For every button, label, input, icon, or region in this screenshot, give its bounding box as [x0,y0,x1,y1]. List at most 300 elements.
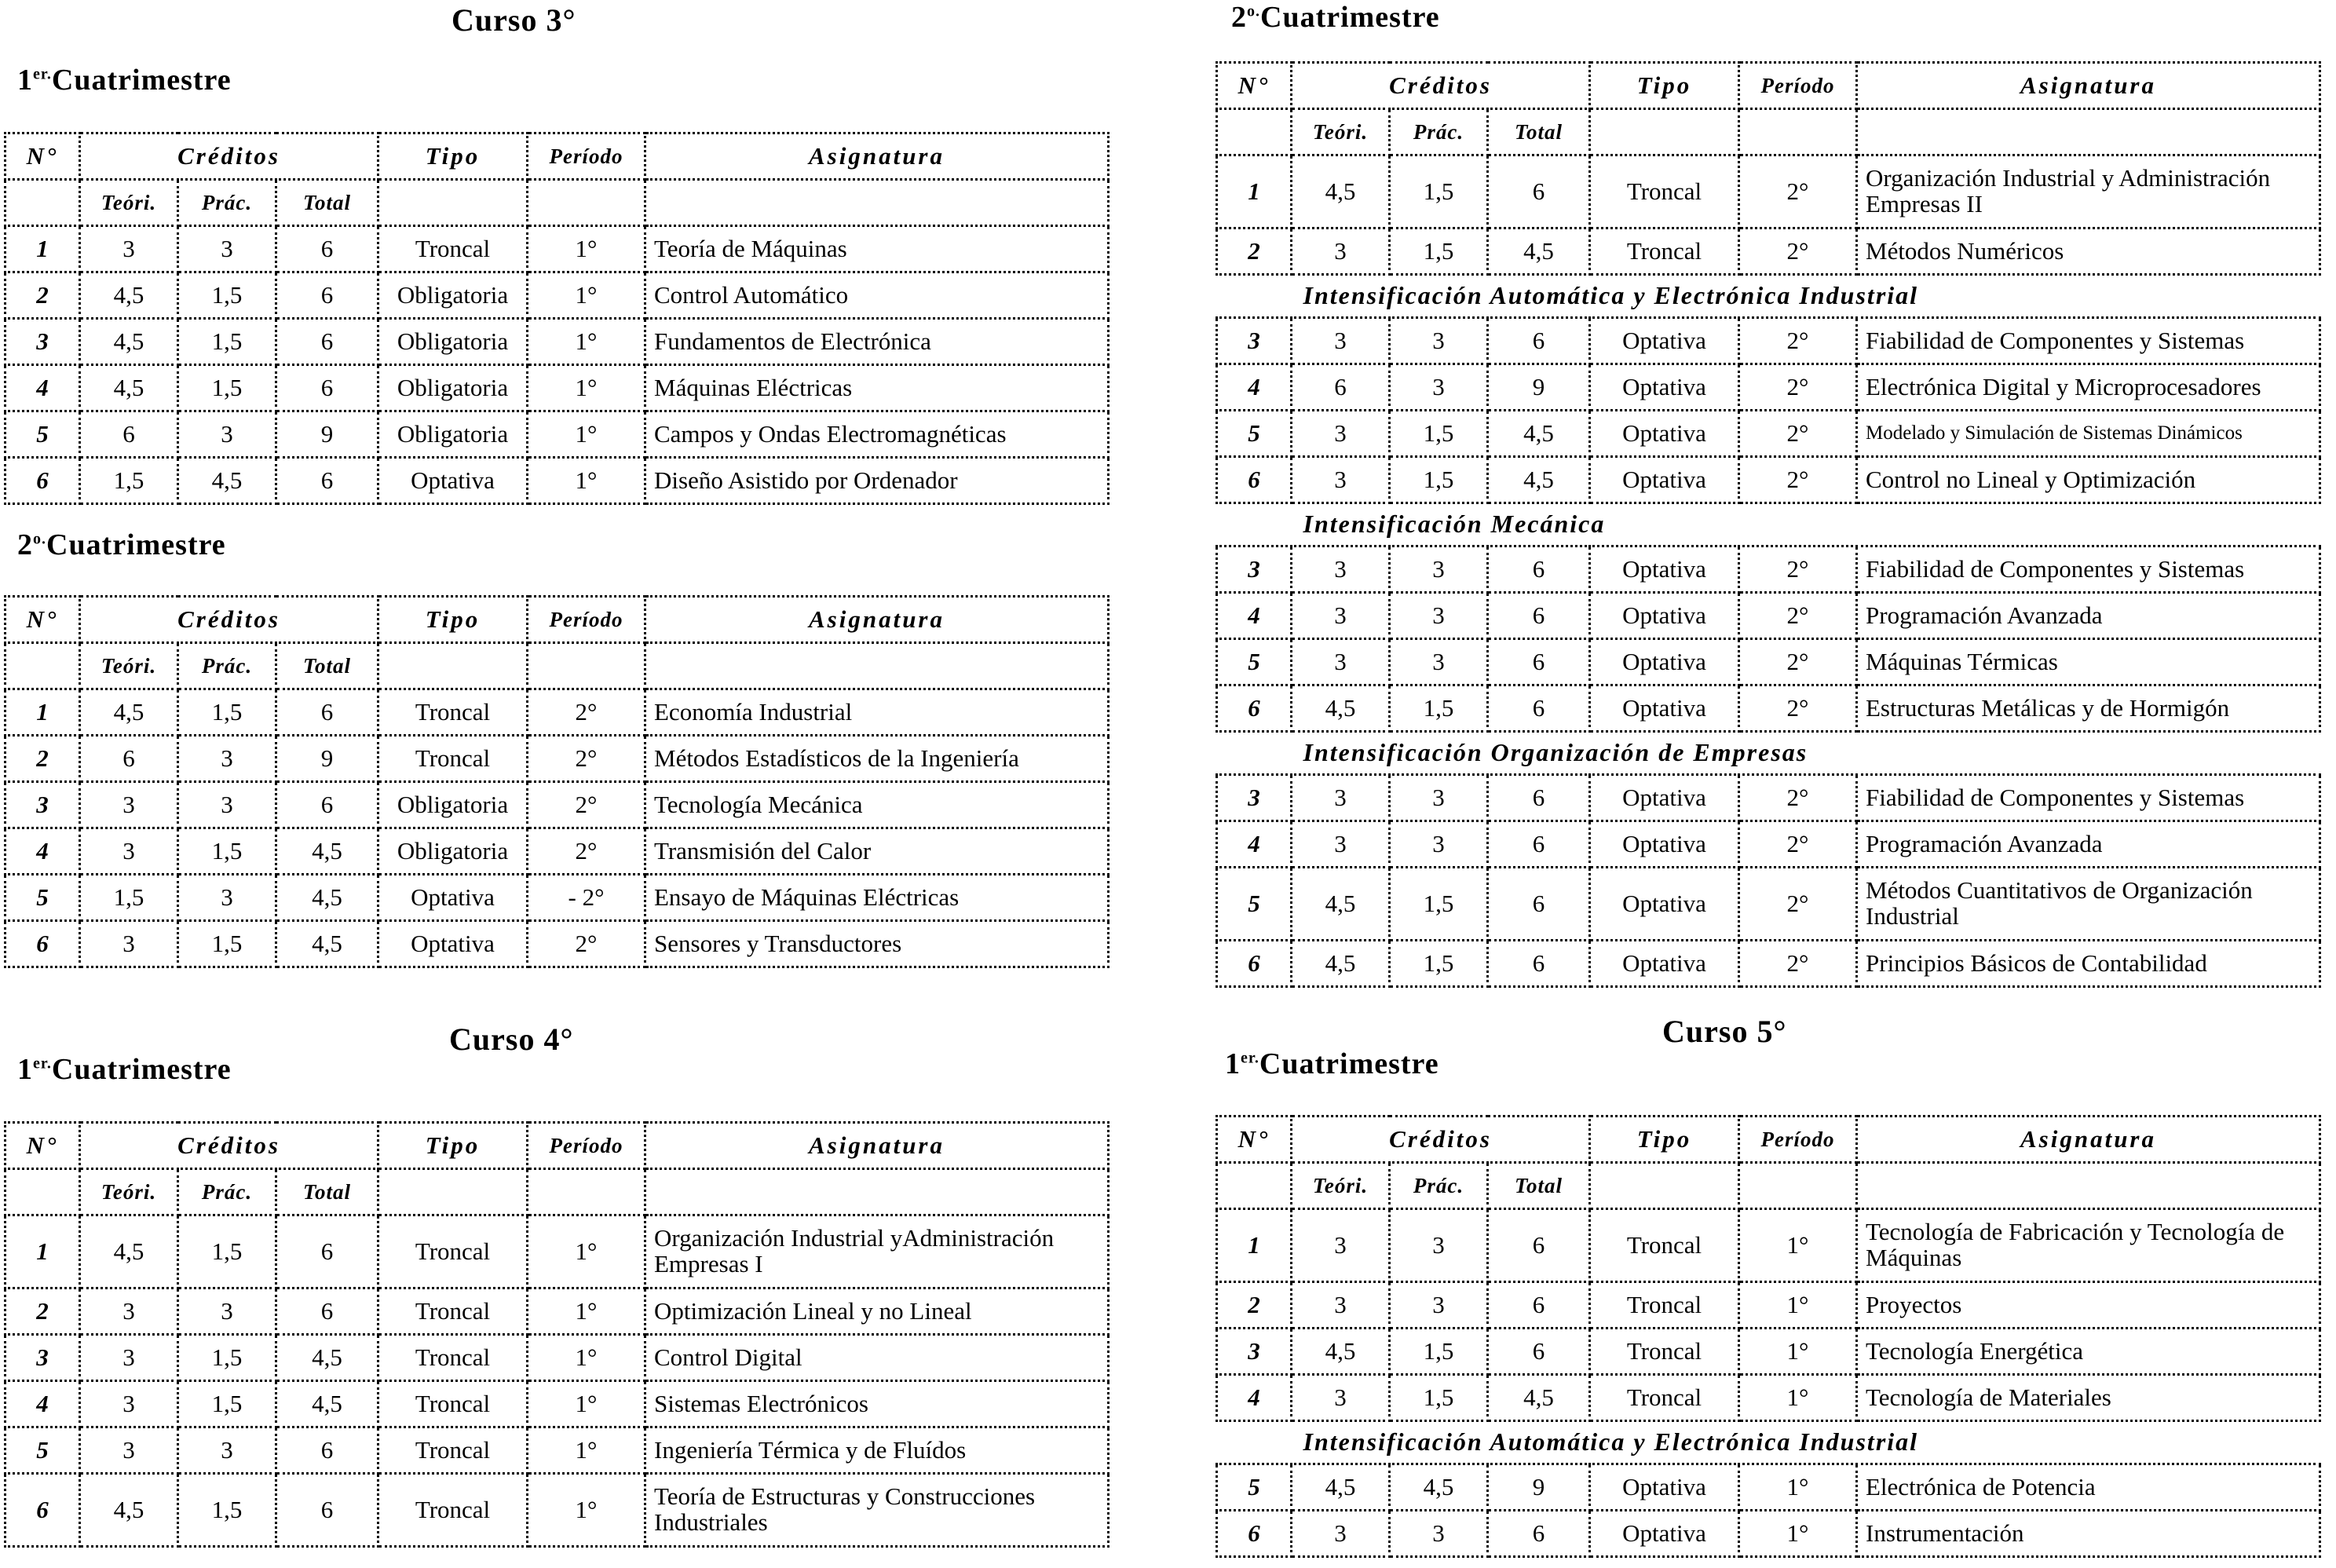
row-number: 6 [1217,1511,1292,1557]
credit-theory: 4,5 [1292,941,1390,987]
subject-period: 1° [1739,1375,1857,1421]
credit-practice: 1,5 [1390,1375,1488,1421]
credit-practice: 1,5 [178,1474,276,1547]
table-row [5,411,1109,458]
subheader-empty [378,1169,528,1215]
credit-total: 4,5 [1488,1375,1590,1421]
subject-period: 1° [528,319,645,365]
row-number: 3 [5,1335,80,1381]
subject-name: Principios Básicos de Contabilidad [1857,941,2320,987]
row-number: 2 [5,1288,80,1335]
subject-type: Troncal [1590,228,1739,275]
table-row [5,458,1109,504]
credit-total: 6 [1488,639,1590,685]
subheader-empty [1739,109,1857,155]
subject-name: Control Automático [645,272,1109,319]
subject-type: Obligatoria [378,365,528,411]
table-row [5,875,1109,921]
subject-type: Optativa [1590,593,1739,639]
credit-practice: 3 [178,736,276,782]
table-row [1217,546,2320,593]
table-row [5,1381,1109,1427]
table-row [1217,1282,2320,1329]
header-asignatura: Asignatura [1857,1117,2320,1163]
subheader-empty [645,1169,1109,1215]
subheader-empty [1857,1163,2320,1209]
header-number: N° [1217,63,1292,109]
credit-theory: 4,5 [1292,685,1390,732]
table-row [5,736,1109,782]
subject-name: Modelado y Simulación de Sistemas Dinámicos [1857,411,2320,457]
subject-type: Troncal [1590,1375,1739,1421]
intensification-title: Intensificación Automática y Electrónica Industrial [1217,275,2320,318]
credit-theory: 4,5 [80,1474,178,1547]
subject-type: Troncal [378,1427,528,1474]
row-number: 1 [5,689,80,736]
intensification-title: Intensificación Organización de Empresas [1217,732,2320,775]
subheader-empty [378,180,528,226]
credit-practice: 3 [1390,546,1488,593]
subject-type: Optativa [1590,941,1739,987]
row-number: 5 [1217,1464,1292,1511]
credit-theory: 4,5 [80,272,178,319]
curso4-sem2-table [1216,61,2321,988]
subheader-row [5,180,1109,226]
subject-period: 2° [1739,155,1857,228]
table-row [1217,411,2320,457]
header-asignatura: Asignatura [645,1123,1109,1169]
header-asignatura: Asignatura [645,133,1109,180]
credit-practice: 1,5 [1390,411,1488,457]
credit-total: 9 [1488,364,1590,411]
credit-practice: 3 [1390,775,1488,821]
subject-type: Obligatoria [378,319,528,365]
subject-period: 2° [1739,593,1857,639]
subheader-empty [528,180,645,226]
header-prac: Prác. [1390,1163,1488,1209]
subject-period: 1° [528,1427,645,1474]
header-prac: Prác. [178,1169,276,1215]
row-number: 4 [5,828,80,875]
subject-name: Programación Avanzada [1857,821,2320,868]
credit-total: 4,5 [1488,457,1590,503]
credit-theory: 1,5 [80,458,178,504]
credit-total: 6 [276,319,378,365]
credit-practice: 3 [1390,1511,1488,1557]
subject-name: Programación Avanzada [1857,593,2320,639]
credit-total: 4,5 [276,1381,378,1427]
row-number: 1 [5,226,80,272]
header-tipo: Tipo [378,597,528,643]
subject-type: Optativa [1590,639,1739,685]
subject-period: 2° [1739,364,1857,411]
credit-theory: 4,5 [1292,1329,1390,1375]
header-row [5,597,1109,643]
subject-type: Optativa [1590,868,1739,941]
curso3-sem2-table [4,595,1110,968]
credit-total: 4,5 [276,875,378,921]
credit-total: 4,5 [1488,411,1590,457]
subheader-empty [528,643,645,689]
subject-period: 1° [1739,1282,1857,1329]
row-number: 6 [5,458,80,504]
header-tipo: Tipo [378,133,528,180]
subject-type: Troncal [1590,1282,1739,1329]
credit-total: 6 [1488,941,1590,987]
header-tipo: Tipo [378,1123,528,1169]
subject-name: Estructuras Metálicas y de Hormigón [1857,685,2320,732]
credit-theory: 3 [80,1288,178,1335]
credit-total: 4,5 [276,921,378,967]
credit-practice: 3 [1390,593,1488,639]
row-number: 2 [1217,228,1292,275]
credit-theory: 3 [80,1427,178,1474]
subject-type: Troncal [378,1335,528,1381]
header-row [1217,63,2320,109]
curso3-sem1-title: $1^{er.}Cuatrimestre$ [17,64,232,97]
subject-type: Troncal [378,1288,528,1335]
credit-practice: 1,5 [178,365,276,411]
subject-type: Obligatoria [378,272,528,319]
row-number: 4 [1217,1375,1292,1421]
subject-period: - 2° [528,875,645,921]
row-number: 4 [1217,593,1292,639]
subject-period: 1° [528,1381,645,1427]
credit-practice: 1,5 [178,319,276,365]
curso3-sem2-title: $2^{o.}Cuatrimestre$ [17,528,226,561]
subheader-empty [1217,109,1292,155]
table-row [1217,775,2320,821]
header-teori: Teóri. [80,643,178,689]
curso4-sem1-table [4,1121,1110,1548]
credit-theory: 3 [80,921,178,967]
row-number: 1 [1217,1209,1292,1282]
credit-theory: 3 [1292,318,1390,364]
table-row [1217,364,2320,411]
credit-total: 4,5 [276,1335,378,1381]
table-row [1217,941,2320,987]
subject-name: Tecnología de Materiales [1857,1375,2320,1421]
credit-total: 4,5 [276,828,378,875]
subject-type: Troncal [1590,1209,1739,1282]
credit-practice: 3 [1390,364,1488,411]
header-row [5,133,1109,180]
subject-type: Troncal [1590,1329,1739,1375]
subject-type: Optativa [1590,775,1739,821]
subheader-empty [5,643,80,689]
subject-name: Ensayo de Máquinas Eléctricas [645,875,1109,921]
subheader-empty [5,1169,80,1215]
table-row [5,272,1109,319]
header-row [1217,1117,2320,1163]
credit-theory: 3 [1292,457,1390,503]
row-number: 6 [5,921,80,967]
subject-type: Optativa [378,875,528,921]
table-row [1217,593,2320,639]
credit-theory: 4,5 [80,365,178,411]
header-number: N° [1217,1117,1292,1163]
credit-total: 6 [276,689,378,736]
row-number: 3 [1217,775,1292,821]
table-row [5,828,1109,875]
subject-period: 1° [528,458,645,504]
row-number: 6 [5,1474,80,1547]
credit-practice: 1,5 [178,1381,276,1427]
subject-period: 1° [1739,1464,1857,1511]
row-number: 1 [5,1215,80,1288]
row-number: 4 [1217,364,1292,411]
subject-type: Obligatoria [378,411,528,458]
credit-practice: 1,5 [1390,155,1488,228]
credit-practice: 1,5 [1390,457,1488,503]
credit-practice: 3 [178,226,276,272]
subject-name: Tecnología Mecánica [645,782,1109,828]
subject-name: Métodos Estadísticos de la Ingeniería [645,736,1109,782]
subject-name: Fiabilidad de Componentes y Sistemas [1857,546,2320,593]
credit-theory: 1,5 [80,875,178,921]
subject-period: 1° [528,1288,645,1335]
curso4-sem1-block [4,1121,1110,1548]
subheader-empty [645,180,1109,226]
credit-theory: 6 [80,411,178,458]
header-creditos: Créditos [1292,63,1590,109]
table-row [1217,318,2320,364]
table-row [1217,1464,2320,1511]
header-teori: Teóri. [1292,109,1390,155]
credit-theory: 3 [80,1381,178,1427]
credit-theory: 4,5 [1292,155,1390,228]
subheader-empty [1217,1163,1292,1209]
subject-name: Organización Industrial yAdministración Empresas I [645,1215,1109,1288]
subject-period: 2° [528,921,645,967]
header-periodo: Período [528,1123,645,1169]
table-row [1217,1329,2320,1375]
credit-theory: 3 [1292,546,1390,593]
header-creditos: Créditos [80,1123,378,1169]
subject-name: Tecnología de Fabricación y Tecnología de Máquinas [1857,1209,2320,1282]
row-number: 5 [1217,868,1292,941]
credit-theory: 3 [1292,1511,1390,1557]
subject-period: 2° [1739,639,1857,685]
subject-type: Optativa [378,921,528,967]
header-prac: Prác. [1390,109,1488,155]
header-teori: Teóri. [80,180,178,226]
credit-total: 6 [1488,546,1590,593]
table-row [1217,155,2320,228]
credit-theory: 4,5 [1292,1464,1390,1511]
subject-period: 2° [1739,941,1857,987]
subheader-row [5,1169,1109,1215]
header-total: Total [276,180,378,226]
subject-type: Optativa [1590,457,1739,503]
subject-name: Fiabilidad de Componentes y Sistemas [1857,318,2320,364]
table-row [1217,1511,2320,1557]
table-row [5,1288,1109,1335]
credit-total: 6 [276,1474,378,1547]
subject-type: Optativa [1590,821,1739,868]
credit-practice: 3 [1390,1282,1488,1329]
subject-type: Optativa [1590,685,1739,732]
credit-practice: 1,5 [178,1335,276,1381]
credit-total: 6 [276,1427,378,1474]
table-row [5,1474,1109,1547]
header-number: N° [5,1123,80,1169]
credit-total: 6 [1488,1511,1590,1557]
credit-practice: 1,5 [1390,685,1488,732]
credit-practice: 3 [1390,639,1488,685]
subject-type: Obligatoria [378,828,528,875]
row-number: 2 [1217,1282,1292,1329]
subject-type: Optativa [1590,546,1739,593]
subject-period: 2° [528,782,645,828]
header-total: Total [1488,1163,1590,1209]
subject-name: Optimización Lineal y no Lineal [645,1288,1109,1335]
row-number: 3 [5,319,80,365]
credit-practice: 1,5 [178,1215,276,1288]
subject-name: Control Digital [645,1335,1109,1381]
credit-total: 6 [1488,1209,1590,1282]
header-teori: Teóri. [1292,1163,1390,1209]
subject-period: 2° [1739,821,1857,868]
credit-theory: 3 [80,828,178,875]
row-number: 1 [1217,155,1292,228]
row-number: 6 [1217,457,1292,503]
subject-type: Troncal [1590,155,1739,228]
credit-theory: 4,5 [80,319,178,365]
subject-period: 2° [1739,868,1857,941]
subject-period: 2° [528,828,645,875]
subject-name: Métodos Numéricos [1857,228,2320,275]
subject-type: Troncal [378,1215,528,1288]
row-number: 4 [5,365,80,411]
subject-period: 1° [528,1335,645,1381]
subject-name: Proyectos [1857,1282,2320,1329]
credit-theory: 3 [1292,821,1390,868]
subheader-empty [645,643,1109,689]
subject-name: Máquinas Térmicas [1857,639,2320,685]
credit-total: 6 [1488,1329,1590,1375]
credit-total: 6 [1488,1282,1590,1329]
credit-total: 6 [1488,821,1590,868]
credit-theory: 3 [1292,228,1390,275]
subject-type: Optativa [1590,364,1739,411]
subject-period: 2° [1739,411,1857,457]
subject-name: Sistemas Electrónicos [645,1381,1109,1427]
subject-period: 1° [528,365,645,411]
subject-period: 1° [528,1215,645,1288]
subject-name: Fundamentos de Electrónica [645,319,1109,365]
credit-practice: 4,5 [1390,1464,1488,1511]
credit-theory: 3 [1292,775,1390,821]
header-tipo: Tipo [1590,1117,1739,1163]
credit-practice: 3 [1390,1209,1488,1282]
row-number: 3 [1217,546,1292,593]
subheader-empty [1739,1163,1857,1209]
subject-type: Troncal [378,226,528,272]
subject-period: 1° [528,1474,645,1547]
credit-total: 9 [276,411,378,458]
subject-period: 2° [1739,546,1857,593]
header-creditos: Créditos [80,597,378,643]
subject-type: Troncal [378,689,528,736]
subject-period: 1° [528,226,645,272]
subject-name: Métodos Cuantitativos de Organización Industrial [1857,868,2320,941]
credit-total: 6 [276,458,378,504]
subject-name: Teoría de Estructuras y Construcciones Industriales [645,1474,1109,1547]
curso5-sem1-table [1216,1115,2321,1558]
subheader-row [1217,1163,2320,1209]
header-teori: Teóri. [80,1169,178,1215]
header-row [5,1123,1109,1169]
curso5-title: Curso 5° [1662,1014,1787,1049]
row-number: 5 [5,1427,80,1474]
subject-type: Troncal [378,1381,528,1427]
credit-practice: 4,5 [178,458,276,504]
subheader-empty [528,1169,645,1215]
intensification-title: Intensificación Automática y Electrónica Industrial [1217,1421,2320,1464]
table-row [5,1427,1109,1474]
curso4-sem1-title: $1^{er.}Cuatrimestre$ [17,1053,232,1086]
header-asignatura: Asignatura [1857,63,2320,109]
subject-name: Electrónica Digital y Microprocesadores [1857,364,2320,411]
table-row [1217,457,2320,503]
table-row [5,1335,1109,1381]
table-row [5,226,1109,272]
header-periodo: Período [528,133,645,180]
subject-name: Control no Lineal y Optimización [1857,457,2320,503]
credit-total: 9 [276,736,378,782]
credit-theory: 3 [1292,639,1390,685]
table-row [1217,868,2320,941]
subject-type: Optativa [378,458,528,504]
curso5-sem1-block [1216,1115,2321,1558]
credit-practice: 1,5 [178,689,276,736]
credit-practice: 3 [178,782,276,828]
header-periodo: Período [528,597,645,643]
credit-practice: 1,5 [178,921,276,967]
subject-type: Obligatoria [378,782,528,828]
header-creditos: Créditos [1292,1117,1590,1163]
credit-theory: 3 [80,226,178,272]
row-number: 2 [5,272,80,319]
subject-period: 2° [1739,775,1857,821]
curso3-sem2-block [4,595,1110,968]
credit-practice: 1,5 [178,272,276,319]
credit-total: 9 [1488,1464,1590,1511]
row-number: 3 [1217,318,1292,364]
subject-period: 2° [1739,228,1857,275]
subheader-row [5,643,1109,689]
subject-name: Máquinas Eléctricas [645,365,1109,411]
header-number: N° [5,133,80,180]
credit-total: 6 [276,226,378,272]
curso3-title: Curso 3° [451,2,576,38]
credit-total: 6 [1488,318,1590,364]
subject-type: Optativa [1590,411,1739,457]
header-total: Total [276,643,378,689]
table-row [1217,228,2320,275]
credit-total: 6 [276,272,378,319]
header-total: Total [276,1169,378,1215]
header-asignatura: Asignatura [645,597,1109,643]
header-number: N° [5,597,80,643]
subject-type: Optativa [1590,318,1739,364]
subject-period: 2° [1739,685,1857,732]
credit-practice: 3 [178,1427,276,1474]
subject-name: Transmisión del Calor [645,828,1109,875]
subject-period: 1° [528,272,645,319]
header-periodo: Período [1739,1117,1857,1163]
